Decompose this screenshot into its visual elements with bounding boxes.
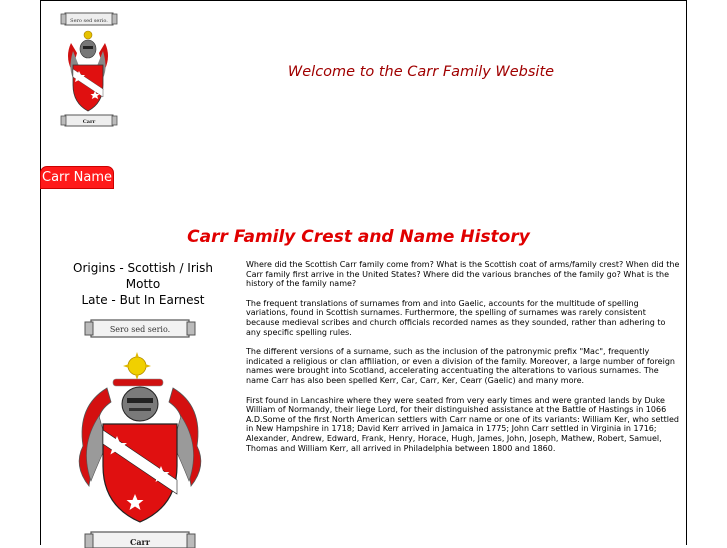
history-paragraph: First found in Lancashire where they were seated from very early times and were granted lands by Duke William of Normandy, their liege Lord, for their distinguished assistance at the Battle of Hastings in 1066 A.D.Some of the first North American settlers with Carr name or one of its variants: William Ker, who settled in New Hampshire in 1718; David Kerr arrived in Jamaica in 1775; John Carr settled in Virginia in 1716; Alexander, Andrew, Edward, Frank, Henry, Horace, Hugh, James, John, Joseph, Mathew, Robert, Samuel, Thomas and William Kerr, all arrived in Philadelphia between 1800 and 1860. [246,395,679,453]
history-paragraph: The frequent translations of surnames from and into Gaelic, accounts for the multitude of spelling variations, found in Scottish surnames. Furthermore, the spelling of surnames was rarely consistent because medieval scribes and church officials recorded names as they sounded, rather than adhering to any specific spelling rules. [246,298,666,337]
welcome-heading: Welcome to the Carr Family Website [287,64,555,80]
family-crest-image [69,316,211,548]
header-crest-logo[interactable] [57,11,119,129]
page-title: Carr Family Crest and Name History [187,227,530,247]
origins-line: Origins - Scottish / Irish [73,261,213,275]
history-paragraph: The different versions of a surname, such as the inclusion of the patronymic prefix "Mac", frequently indicated a religious or clan affiliation, or even a division of the family. Moreover, a large number of foreign names were brought into Scotland, accelerating accentuating the alterations to various surnames. The name Carr has also been spelled Kerr, Car, Carr, Ker, Cearr (Gaelic) and many more. [246,347,675,385]
motto-value: Late - But In Earnest [81,293,205,307]
tab-carr-name[interactable]: Carr Name [40,166,114,189]
header-crest-motto: Sero sed serio. [70,18,108,24]
crest-motto-scroll: Sero sed serio. [109,325,171,334]
origins-block [55,260,231,308]
header-crest-name: Carr [82,119,96,125]
crest-name-scroll: Carr [130,537,150,547]
page-container [40,0,687,545]
history-paragraph: Where did the Scottish Carr family come from? What is the Scottish coat of arms/family crest? When did the Carr family first arrive in the United States? Where did the various branches of the family go? What is the history of the family name? [246,260,680,289]
motto-label: Motto [125,277,161,291]
history-text [246,260,681,463]
